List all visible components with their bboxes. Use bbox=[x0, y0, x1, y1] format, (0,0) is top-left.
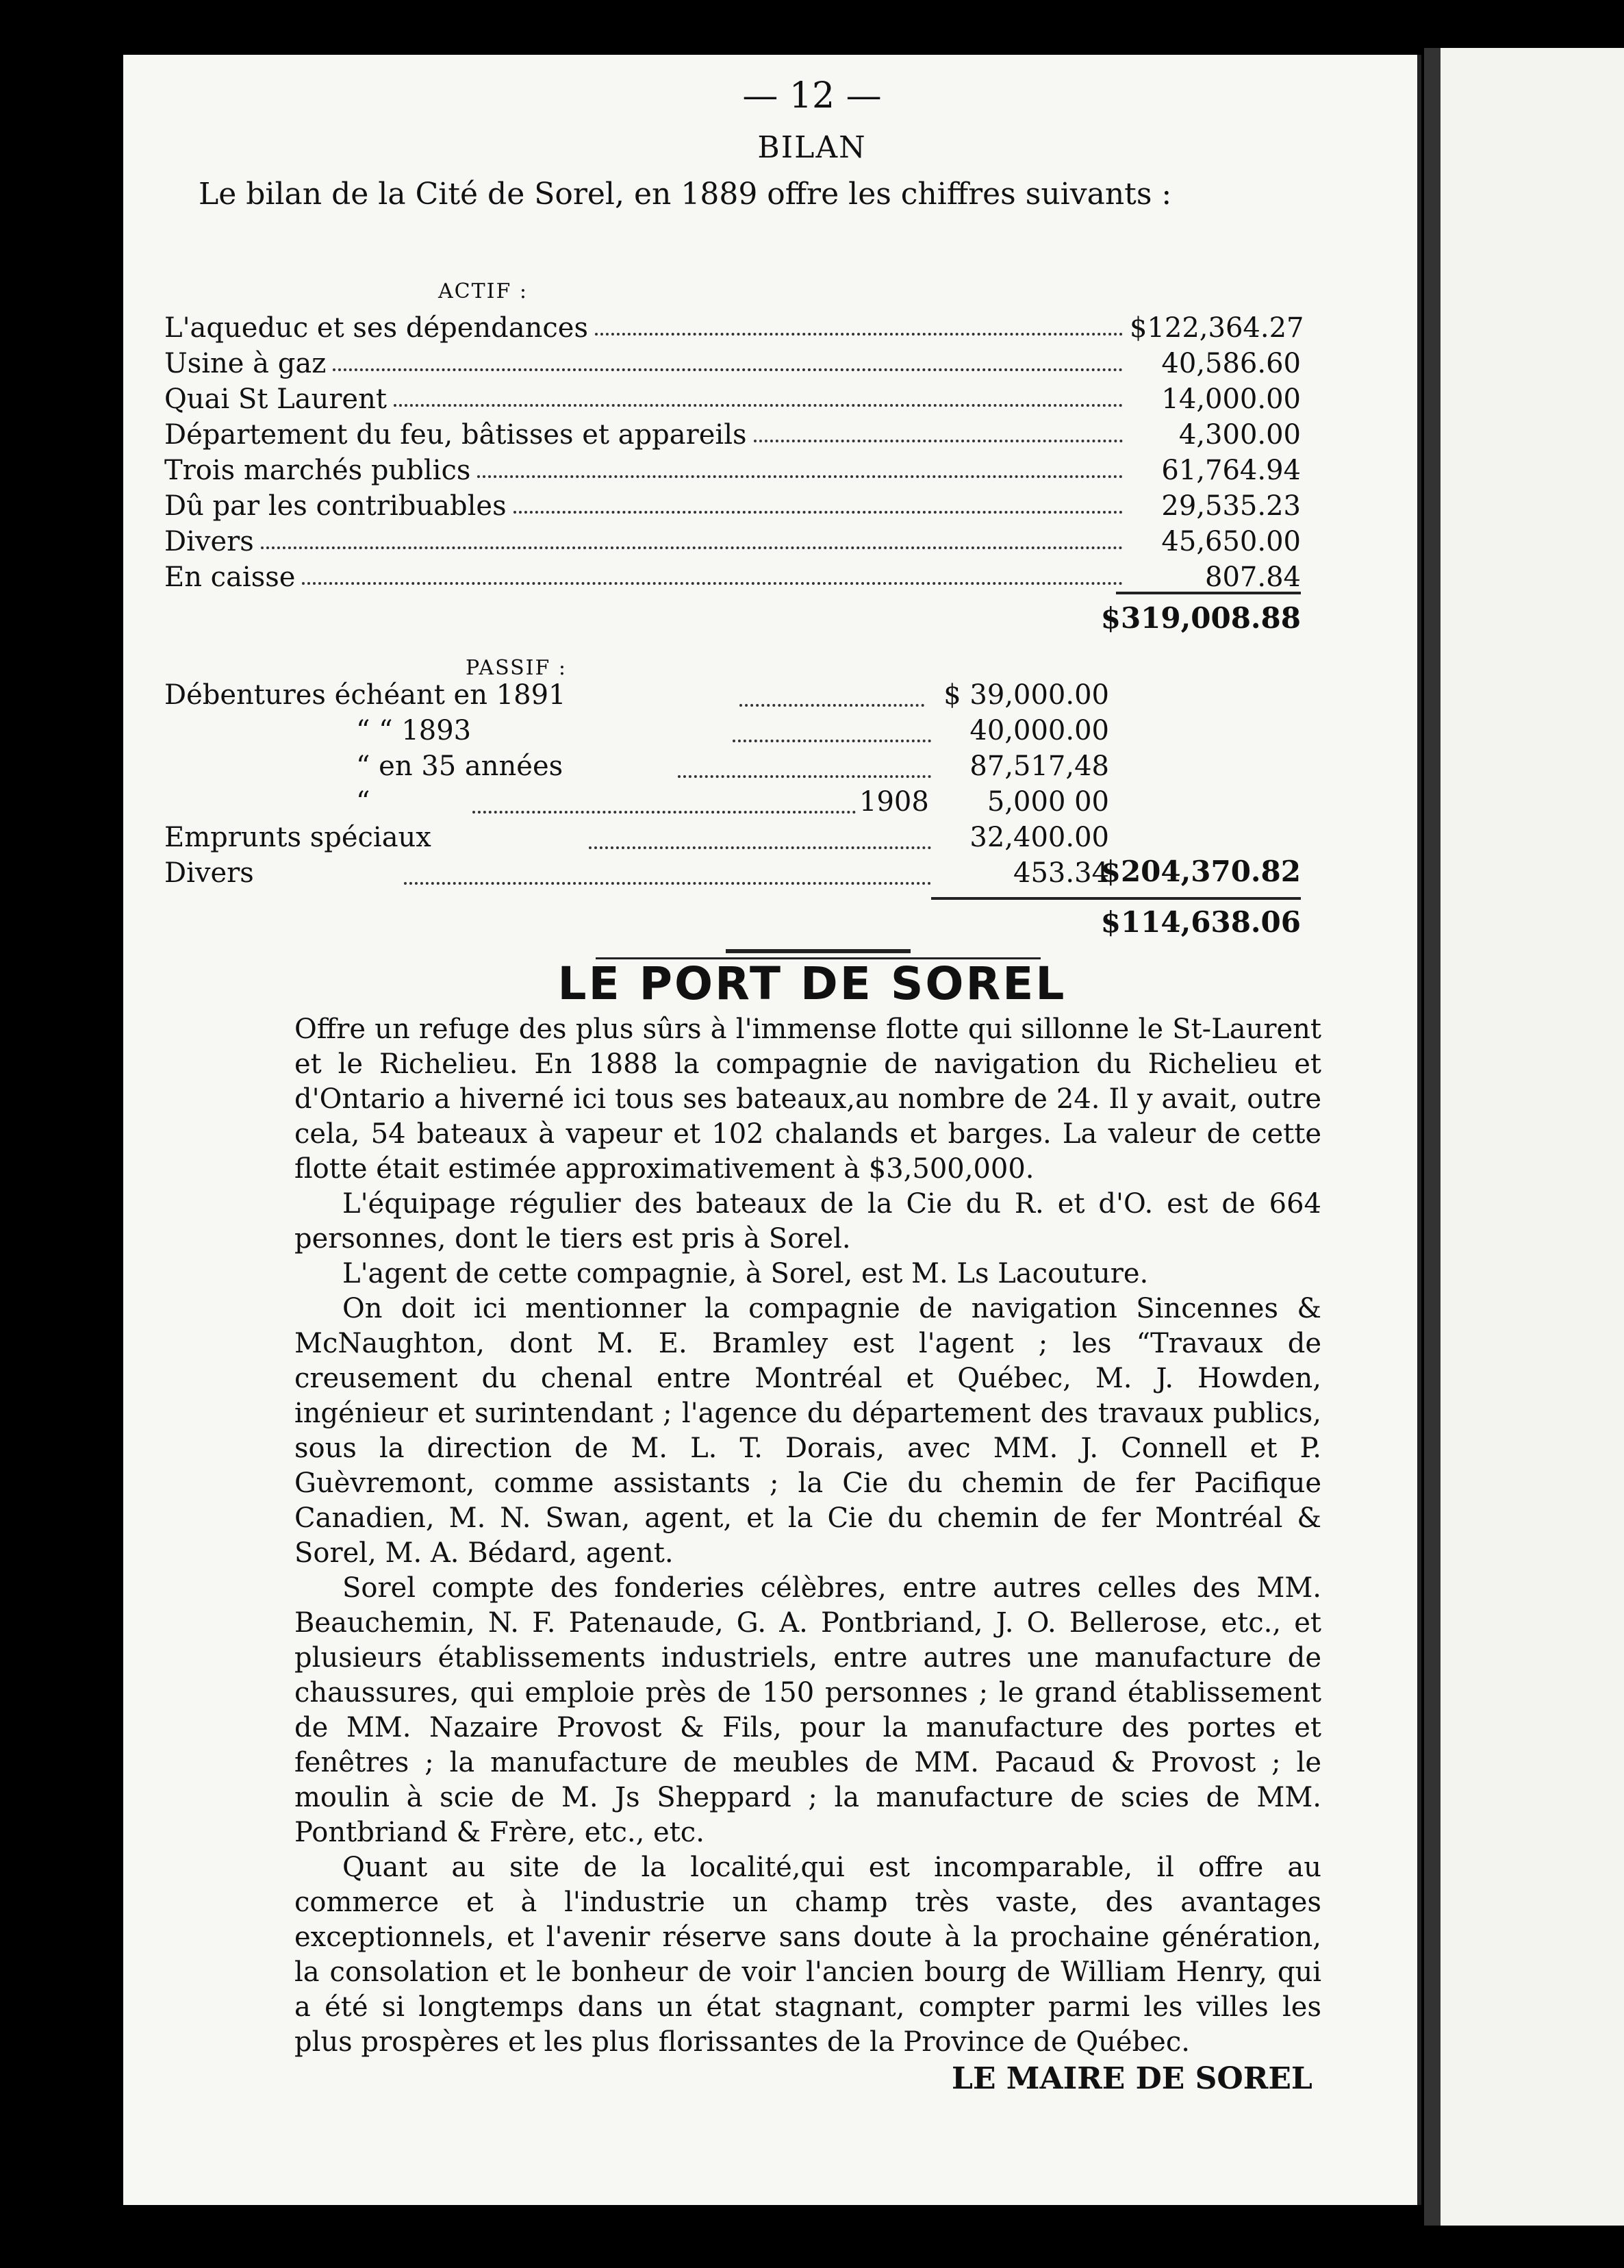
passif-row-year: 1908 bbox=[859, 786, 929, 818]
passif-total: $204,370.82 bbox=[1100, 855, 1301, 888]
balance-total: $114,638.06 bbox=[1100, 905, 1301, 939]
actif-row bbox=[164, 485, 1301, 522]
actif-row-label: Trois marchés publics bbox=[164, 455, 471, 486]
ornament-rule-center bbox=[726, 949, 911, 953]
leader-dots bbox=[472, 811, 856, 814]
balance-rule bbox=[931, 897, 1301, 900]
actif-row-amount: 61,764.94 bbox=[1161, 455, 1301, 486]
passif-row bbox=[356, 751, 563, 788]
passif-label: PASSIF : bbox=[466, 656, 567, 680]
actif-label: ACTIF : bbox=[438, 279, 528, 303]
actif-row-label: Divers bbox=[164, 526, 254, 557]
book-spine bbox=[1424, 48, 1441, 2226]
actif-row bbox=[164, 307, 1304, 344]
paragraph: Quant au site de la localité,qui est incomparable, il offre au commerce et à l'industrie un champ très vaste, des avantages exceptionnels, et l'avenir réserve sans doute à la prochaine génération, la consolation et le bonheur de voir l'ancien bourg de William Henry, qui a été si longtemps dans un état stagnant, compter parmi les villes les plus prospères et les plus florissantes de la Province de Québec. bbox=[294, 1852, 1321, 2058]
leader-dots bbox=[678, 775, 931, 778]
page-number: — 12 — bbox=[742, 75, 882, 116]
leader-dots bbox=[261, 546, 1123, 549]
passif-row-label: Débentures échéant en 1891 bbox=[164, 679, 566, 711]
actif-row-label: En caisse bbox=[164, 562, 296, 593]
actif-total-rule bbox=[1116, 592, 1301, 594]
passif-row bbox=[356, 715, 471, 752]
paragraph: Offre un refuge des plus sûrs à l'immense flotte qui sillonne le St-Laurent et le Richelieu. En 1888 la compagnie de navigation du Richelieu et d'Ontario a hiverné ici tous ses bateaux,au nombre de 24. Il y avait, outre cela, 54 bateaux à vapeur et 102 chalands et barges. La valeur de cette flotte était estimée approximativement à $3,500,000. bbox=[294, 1013, 1321, 1185]
passif-row-amount: 5,000 00 bbox=[987, 786, 1109, 818]
passif-row-amount: 87,517,48 bbox=[969, 751, 1109, 782]
actif-row bbox=[164, 378, 1301, 415]
actif-row-label: Usine à gaz bbox=[164, 348, 327, 379]
leader-dots bbox=[394, 404, 1123, 407]
bilan-intro: Le bilan de la Cité de Sorel, en 1889 offre les chiffres suivants : bbox=[199, 177, 1172, 212]
passif-row-amount: $ 39,000.00 bbox=[943, 679, 1109, 711]
bilan-title: BILAN bbox=[757, 130, 867, 165]
actif-row-label: L'aqueduc et ses dépendances bbox=[164, 312, 588, 344]
passif-row bbox=[164, 822, 431, 859]
actif-row-amount: 29,535.23 bbox=[1161, 490, 1301, 522]
actif-row bbox=[164, 520, 1301, 557]
leader-dots bbox=[754, 440, 1123, 442]
section-title: LE PORT DE SOREL bbox=[557, 957, 1067, 1010]
passif-row bbox=[356, 786, 370, 823]
actif-row-label: Département du feu, bâtisses et appareils bbox=[164, 419, 747, 451]
actif-row-amount: 45,650.00 bbox=[1161, 526, 1301, 557]
leader-dots bbox=[302, 582, 1123, 585]
passif-row-label: “ bbox=[356, 786, 370, 818]
actif-row-amount: 807.84 bbox=[1205, 562, 1301, 593]
actif-row-amount: 40,586.60 bbox=[1161, 348, 1301, 379]
body-text bbox=[294, 1012, 1321, 2060]
actif-row-amount: 14,000.00 bbox=[1161, 383, 1301, 415]
passif-row-amount: 453.34 bbox=[1013, 857, 1109, 889]
actif-row bbox=[164, 556, 1301, 593]
paragraph: Sorel compte des fonderies célèbres, entre autres celles des MM. Beauchemin, N. F. Patenaude, G. A. Pontbriand, J. O. Bellerose, etc., et plusieurs établissements industriels, entre autres une manufacture de chaussures, qui emploie près de 150 personnes ; le grand établissement de MM. Nazaire Provost & Fils, pour la manufacture des portes et fenêtres ; la manufacture de meubles de MM. Pacaud & Provost ; le moulin à scie de M. Js Sheppard ; la manufacture de scies de MM. Pontbriand & Frère, etc., etc. bbox=[294, 1572, 1321, 1848]
passif-row-label: “ “ 1893 bbox=[356, 715, 472, 746]
passif-row bbox=[164, 857, 254, 894]
actif-total: $319,008.88 bbox=[1100, 601, 1301, 635]
paragraph: L'agent de cette compagnie, à Sorel, est M. Ls Lacouture. bbox=[342, 1258, 1149, 1289]
passif-row-label: Emprunts spéciaux bbox=[164, 822, 431, 853]
leader-dots bbox=[513, 511, 1123, 514]
leader-dots bbox=[404, 882, 931, 885]
actif-row-amount: $122,364.27 bbox=[1130, 312, 1304, 344]
paragraph: On doit ici mentionner la compagnie de navigation Sincennes & McNaughton, dont M. E. Bramley est l'agent ; les “Travaux de creusement du chenal entre Montréal et Québec, M. J. Howden, ingénieur et surintendant ; l'agence du département des travaux publics, sous la direction de M. L. T. Dorais, avec MM. J. Connell et P. Guèvremont, comme assistants ; la Cie du chemin de fer Pacifique Canadien, M. N. Swan, agent, et la Cie du chemin de fer Montréal & Sorel, M. A. Bédard, agent. bbox=[294, 1293, 1321, 1569]
leader-dots bbox=[739, 704, 924, 707]
passif-row-label: Divers bbox=[164, 857, 254, 889]
passif-row-amount: 32,400.00 bbox=[969, 822, 1109, 853]
actif-row-label: Dû par les contribuables bbox=[164, 490, 507, 522]
passif-row-label: “ en 35 années bbox=[356, 751, 563, 782]
passif-row-amount: 40,000.00 bbox=[969, 715, 1109, 746]
actif-row bbox=[164, 414, 1301, 451]
actif-row-label: Quai St Laurent bbox=[164, 383, 387, 415]
paragraph: L'équipage régulier des bateaux de la Cie du R. et d'O. est de 664 personnes, dont le tiers est pris à Sorel. bbox=[294, 1188, 1321, 1255]
actif-row bbox=[164, 449, 1301, 486]
leader-dots bbox=[333, 368, 1123, 371]
passif-row bbox=[164, 679, 566, 716]
leader-dots bbox=[589, 846, 931, 849]
actif-row-amount: 4,300.00 bbox=[1178, 419, 1301, 451]
signature: LE MAIRE DE SOREL bbox=[952, 2061, 1312, 2096]
leader-dots bbox=[733, 740, 931, 742]
actif-row bbox=[164, 342, 1301, 379]
leader-dots bbox=[595, 333, 1123, 336]
facing-page bbox=[1441, 48, 1624, 2226]
leader-dots bbox=[477, 475, 1123, 478]
